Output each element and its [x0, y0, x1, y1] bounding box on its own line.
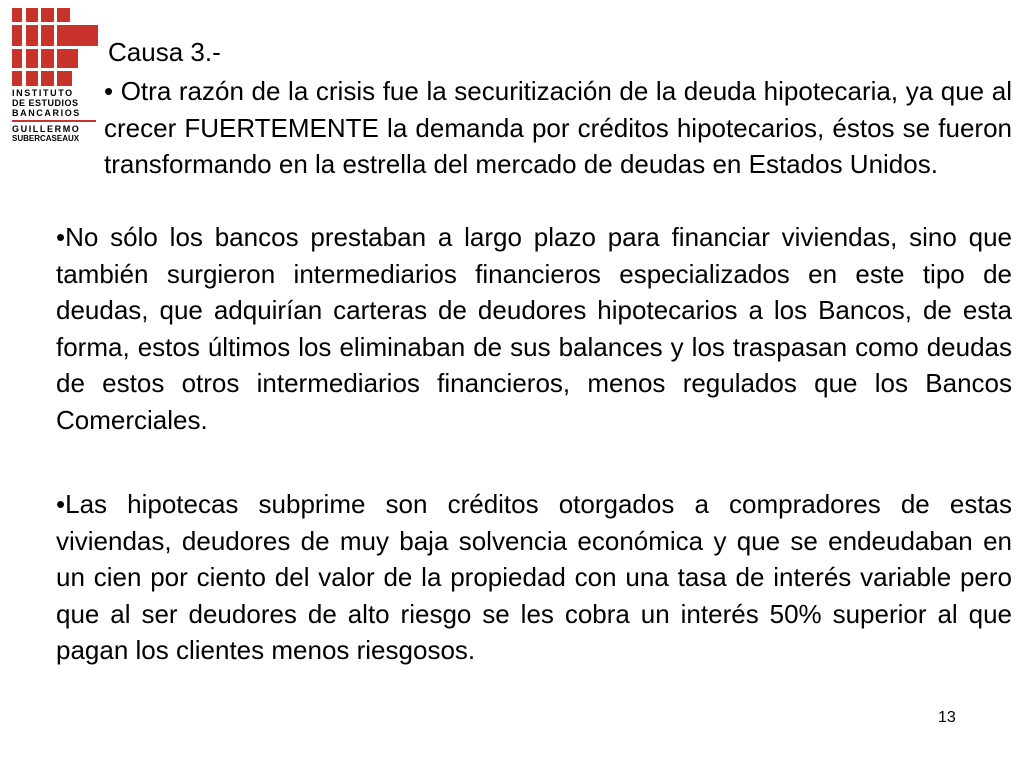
logo-divider: [12, 120, 96, 122]
logo-line-instituto: INSTITUTO: [12, 88, 74, 98]
slide-heading: Causa 3.-: [108, 37, 221, 67]
bullet-paragraph-intermediarios: •No sólo los bancos prestaban a largo plazo para financiar viviendas, sino que también surgieron intermediarios financieros especializados en este tipo de deudas, que adquirían carteras de deudores hipotecarios a los Bancos, de esta forma, estos últimos los eliminaban de sus balances y los traspasan como deudas de estos otros intermediarios financieros, menos regulados que los Bancos Comerciales.: [56, 222, 1012, 435]
page-number: 13: [938, 709, 956, 726]
logo-line-subercaseaux: SUBERCASEAUX: [12, 134, 80, 143]
institute-logo-mark: [12, 8, 98, 86]
logo-line-de-estudios: DE ESTUDIOS: [12, 98, 79, 108]
institute-logo-text: [12, 88, 98, 144]
bullet-paragraph-securitizacion: • Otra razón de la crisis fue la securitización de la deuda hipotecaria, ya que al crecer FUERTEMENTE la demanda por créditos hipotecarios, éstos se fueron transformando en la estrella del mercado de deudas en Estados Unidos.: [104, 76, 1012, 179]
bullet-paragraph-subprime: •Las hipotecas subprime son créditos otorgados a compradores de estas viviendas, deudores de muy baja solvencia económica y que se endeudaban en un cien por ciento del valor de la propiedad con una tasa de interés variable pero que al ser deudores de alto riesgo se les cobra un interés 50% superior al que pagan los clientes menos riesgosos.: [56, 489, 1012, 665]
logo-line-bancarios: BANCARIOS: [12, 108, 81, 118]
institute-logo: [12, 8, 98, 142]
logo-line-guillermo: GUILLERMO: [12, 124, 81, 134]
